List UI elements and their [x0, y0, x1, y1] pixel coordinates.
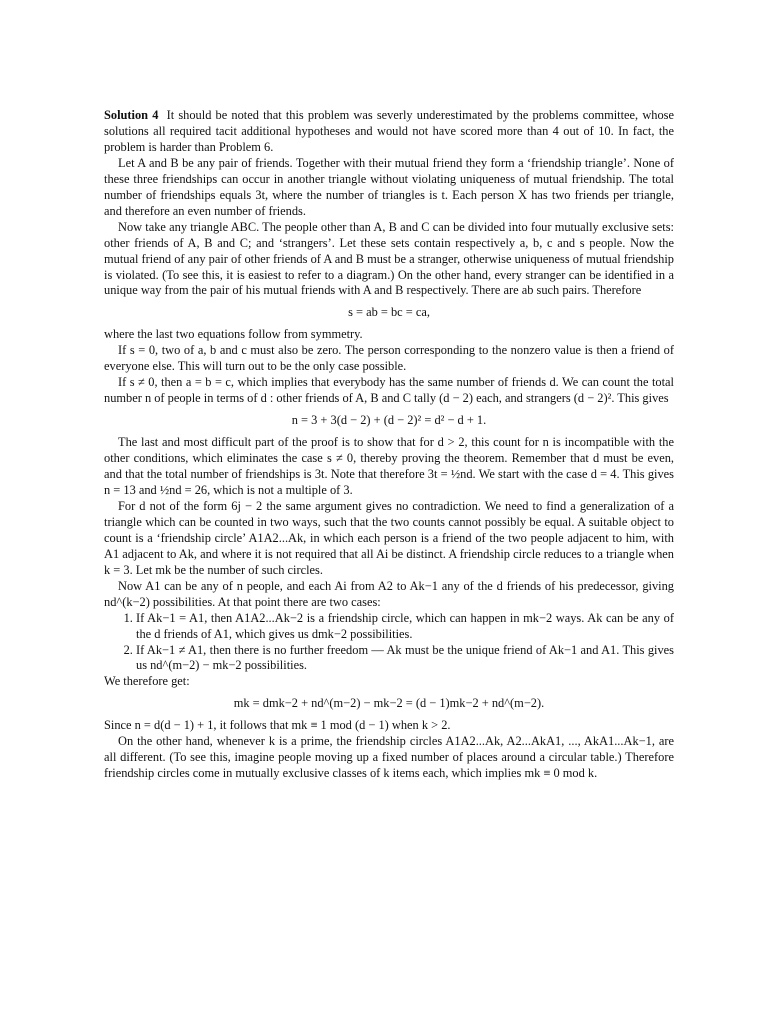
- paragraph-s-nonzero: If s ≠ 0, then a = b = c, which implies that everybody has the same number of friends d. We can count the total number n of people in terms of d : other friends of A, B and C tally (d − 2) each, and strangers (d − 2)². This gives: [104, 375, 674, 406]
- solution-heading: Solution 4: [104, 108, 159, 122]
- paragraph-counting: Now A1 can be any of n people, and each Ai from A2 to Ak−1 any of the d friends of his predecessor, giving nd^(k−2) possibilities. At that point there are two cases:: [104, 578, 674, 609]
- equation-recurrence: mk = dmk−2 + nd^(m−2) − mk−2 = (d − 1)mk−2 + nd^(m−2).: [233, 696, 545, 711]
- case-item-2: 2. If Ak−1 ≠ A1, then there is no further freedom — Ak must be the unique friend of Ak−1 and A1. This gives us nd^(m−2) − mk−2 possibilities.: [136, 643, 674, 675]
- paragraph-s-zero: If s = 0, two of a, b and c must also be zero. The person corresponding to the nonzero value is then a friend of everyone else. This will turn out to be the only case possible.: [104, 343, 674, 374]
- paragraph-symmetry: where the last two equations follow from symmetry.: [104, 327, 363, 342]
- paragraph-friendship-circle: For d not of the form 6j − 2 the same argument gives no contradiction. We need to find a generalization of a triangle which can be counted in two ways, such that the two counts cannot possibly be equal. A suitable object to count is a ‘friendship circle’ A1A2...Ak, in which each person is a friend of the two people adjacent to him, with A1 adjacent to Ak, and where it is not required that all Ai be distinct. A friendship circle reduces to a triangle when k = 3. Let mk be the number of such circles.: [104, 498, 674, 577]
- solution-page: [104, 108, 674, 782]
- paragraph-intro-text: It should be noted that this problem was severly underestimated by the problems committee, whose solutions all required tacit additional hypotheses and would not have scored more than 4 out of 10. In fact, the problem is harder than Problem 6.: [104, 108, 674, 154]
- paragraph-congruence: Since n = d(d − 1) + 1, it follows that mk ≡ 1 mod (d − 1) when k > 2.: [104, 718, 451, 733]
- paragraph-triangle-abc: Now take any triangle ABC. The people other than A, B and C can be divided into four mutually exclusive sets: other friends of A, B and C; and ‘strangers’. Let these sets contain respectively a, b, c and s people. Now the mutual friend of any pair of other friends of A and B must be a stranger, otherwise uniqueness of mutual friendship is violated. (To see this, it is easiest to refer to a diagram.) On the other hand, every stranger can be identified in a unique way from the pair of his mutual friends with A and B respectively. There are ab such pairs. Therefore: [104, 219, 674, 298]
- paragraph-difficult-part: The last and most difficult part of the proof is to show that for d > 2, this count for n is incompatible with the other conditions, which eliminates the case s ≠ 0, thereby proving the theorem. Remember that d must be even, and that the total number of friendships is 3t. Note that therefore 3t = ½nd. We start with the case d = 4. This gives n = 13 and ½nd = 26, which is not a multiple of 3.: [104, 435, 674, 497]
- case-item-1: 1. If Ak−1 = A1, then A1A2...Ak−2 is a friendship circle, which can happen in mk−2 ways. Ak can be any of the d friends of A1, which gives us dmk−2 possibilities.: [136, 611, 674, 643]
- equation-s-ab: s = ab = bc = ca,: [348, 305, 430, 320]
- equation-n-count: n = 3 + 3(d − 2) + (d − 2)² = d² − d + 1.: [291, 413, 487, 428]
- paragraph-prime-k: On the other hand, whenever k is a prime, the friendship circles A1A2...Ak, A2...AkA1, ..., AkA1...Ak−1, are all different. (To see this, imagine people moving up a fixed number of places around a circular table.) Therefore friendship circles come in mutually exclusive classes of k items each, which implies mk ≡ 0 mod k.: [104, 734, 674, 781]
- paragraph-therefore: We therefore get:: [104, 674, 190, 689]
- cases-list: [104, 611, 674, 675]
- paragraph-friendship-triangle: Let A and B be any pair of friends. Together with their mutual friend they form a ‘friendship triangle’. None of these three friendships can occur in another triangle without violating uniqueness of mutual friendship. The total number of friendships equals 3t, where the number of triangles is t. Each person X has two friends per triangle, and therefore an even number of friends.: [104, 155, 674, 218]
- paragraph-intro: [104, 108, 674, 156]
